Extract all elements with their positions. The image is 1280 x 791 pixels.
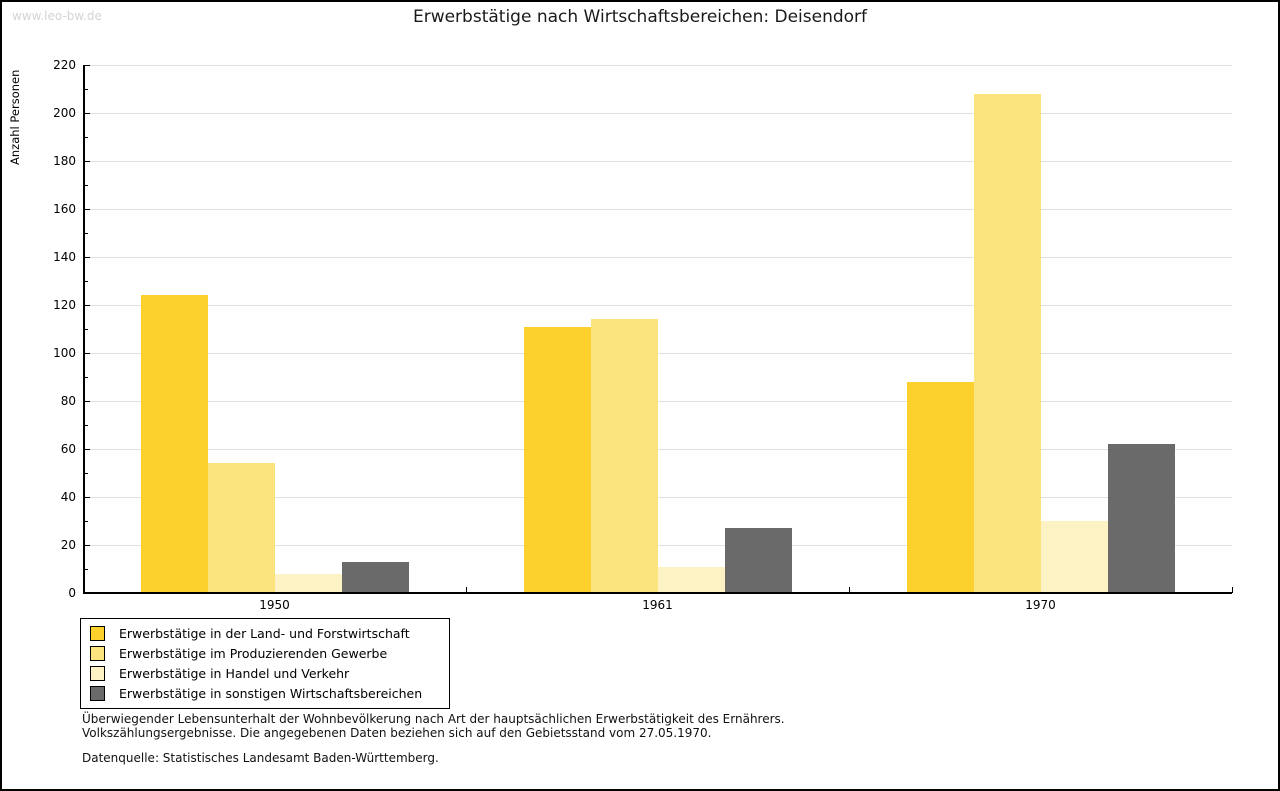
bar-1950-series2 (208, 463, 275, 593)
y-tick-label: 120 (53, 298, 76, 312)
y-tick-label: 180 (53, 154, 76, 168)
bar-1950-series3 (275, 574, 342, 593)
y-gridline (83, 209, 1232, 210)
legend-item-2 (81, 643, 449, 663)
legend-label: Erwerbstätige in sonstigen Wirtschaftsbereichen (119, 685, 423, 701)
y-gridline (83, 305, 1232, 306)
legend-label: Erwerbstätige in der Land- und Forstwirtschaft (119, 625, 410, 641)
y-gridline (83, 257, 1232, 258)
y-tick-label: 20 (60, 538, 76, 552)
y-tick-label: 160 (53, 202, 76, 216)
bar-1970-series2 (974, 94, 1041, 593)
bar-1961-series2 (591, 319, 658, 593)
y-tick-label: 220 (53, 58, 76, 72)
y-gridline (83, 65, 1232, 66)
x-tick-label: 1970 (1025, 598, 1056, 612)
y-tick-label: 100 (53, 346, 76, 360)
footnote-source: Datenquelle: Statistisches Landesamt Baden-Württemberg. (82, 751, 439, 765)
legend-label: Erwerbstätige im Produzierenden Gewerbe (119, 645, 388, 661)
bar-1950-series4 (342, 562, 409, 593)
y-tick-label: 80 (60, 394, 76, 408)
footnote-line-2: Volkszählungsergebnisse. Die angegebenen Daten beziehen sich auf den Gebietsstand vom 27.05.1970. (82, 726, 712, 740)
chart-title: Erwerbstätige nach Wirtschaftsbereichen: Deisendorf (412, 7, 868, 27)
legend-swatch-icon (90, 666, 105, 681)
y-tick-label: 60 (60, 442, 76, 456)
watermark-url: www.leo-bw.de (12, 9, 102, 23)
bar-1961-series4 (725, 528, 792, 593)
legend-swatch-icon (90, 626, 105, 641)
bar-1970-series3 (1041, 521, 1108, 593)
x-tick-label: 1961 (642, 598, 673, 612)
y-tick-label: 200 (53, 106, 76, 120)
x-tick-label: 1950 (259, 598, 290, 612)
legend-item-1 (81, 623, 449, 643)
bar-1970-series1 (907, 382, 974, 593)
bar-1970-series4 (1108, 444, 1175, 593)
y-gridline (83, 401, 1232, 402)
x-axis-line (83, 592, 1232, 594)
legend-item-3 (81, 663, 449, 683)
bar-1961-series3 (658, 567, 725, 593)
y-tick-label: 140 (53, 250, 76, 264)
chart-footnotes (82, 712, 785, 765)
y-gridline (83, 113, 1232, 114)
x-tick-mark (1232, 587, 1233, 593)
y-axis-title: Anzahl Personen (8, 69, 22, 165)
legend-label: Erwerbstätige in Handel und Verkehr (119, 665, 350, 681)
y-gridline (83, 449, 1232, 450)
y-tick-label: 0 (68, 586, 76, 600)
y-gridline (83, 161, 1232, 162)
legend-item-4 (81, 683, 449, 703)
y-gridline (83, 353, 1232, 354)
legend-swatch-icon (90, 646, 105, 661)
y-tick-label: 40 (60, 490, 76, 504)
y-axis-line (83, 65, 85, 593)
legend-swatch-icon (90, 686, 105, 701)
bar-1961-series1 (524, 327, 591, 593)
bar-1950-series1 (141, 295, 208, 593)
footnote-line-1: Überwiegender Lebensunterhalt der Wohnbevölkerung nach Art der hauptsächlichen Erwerbstätigkeit des Ernährers. (82, 712, 785, 726)
chart-legend (80, 618, 450, 709)
